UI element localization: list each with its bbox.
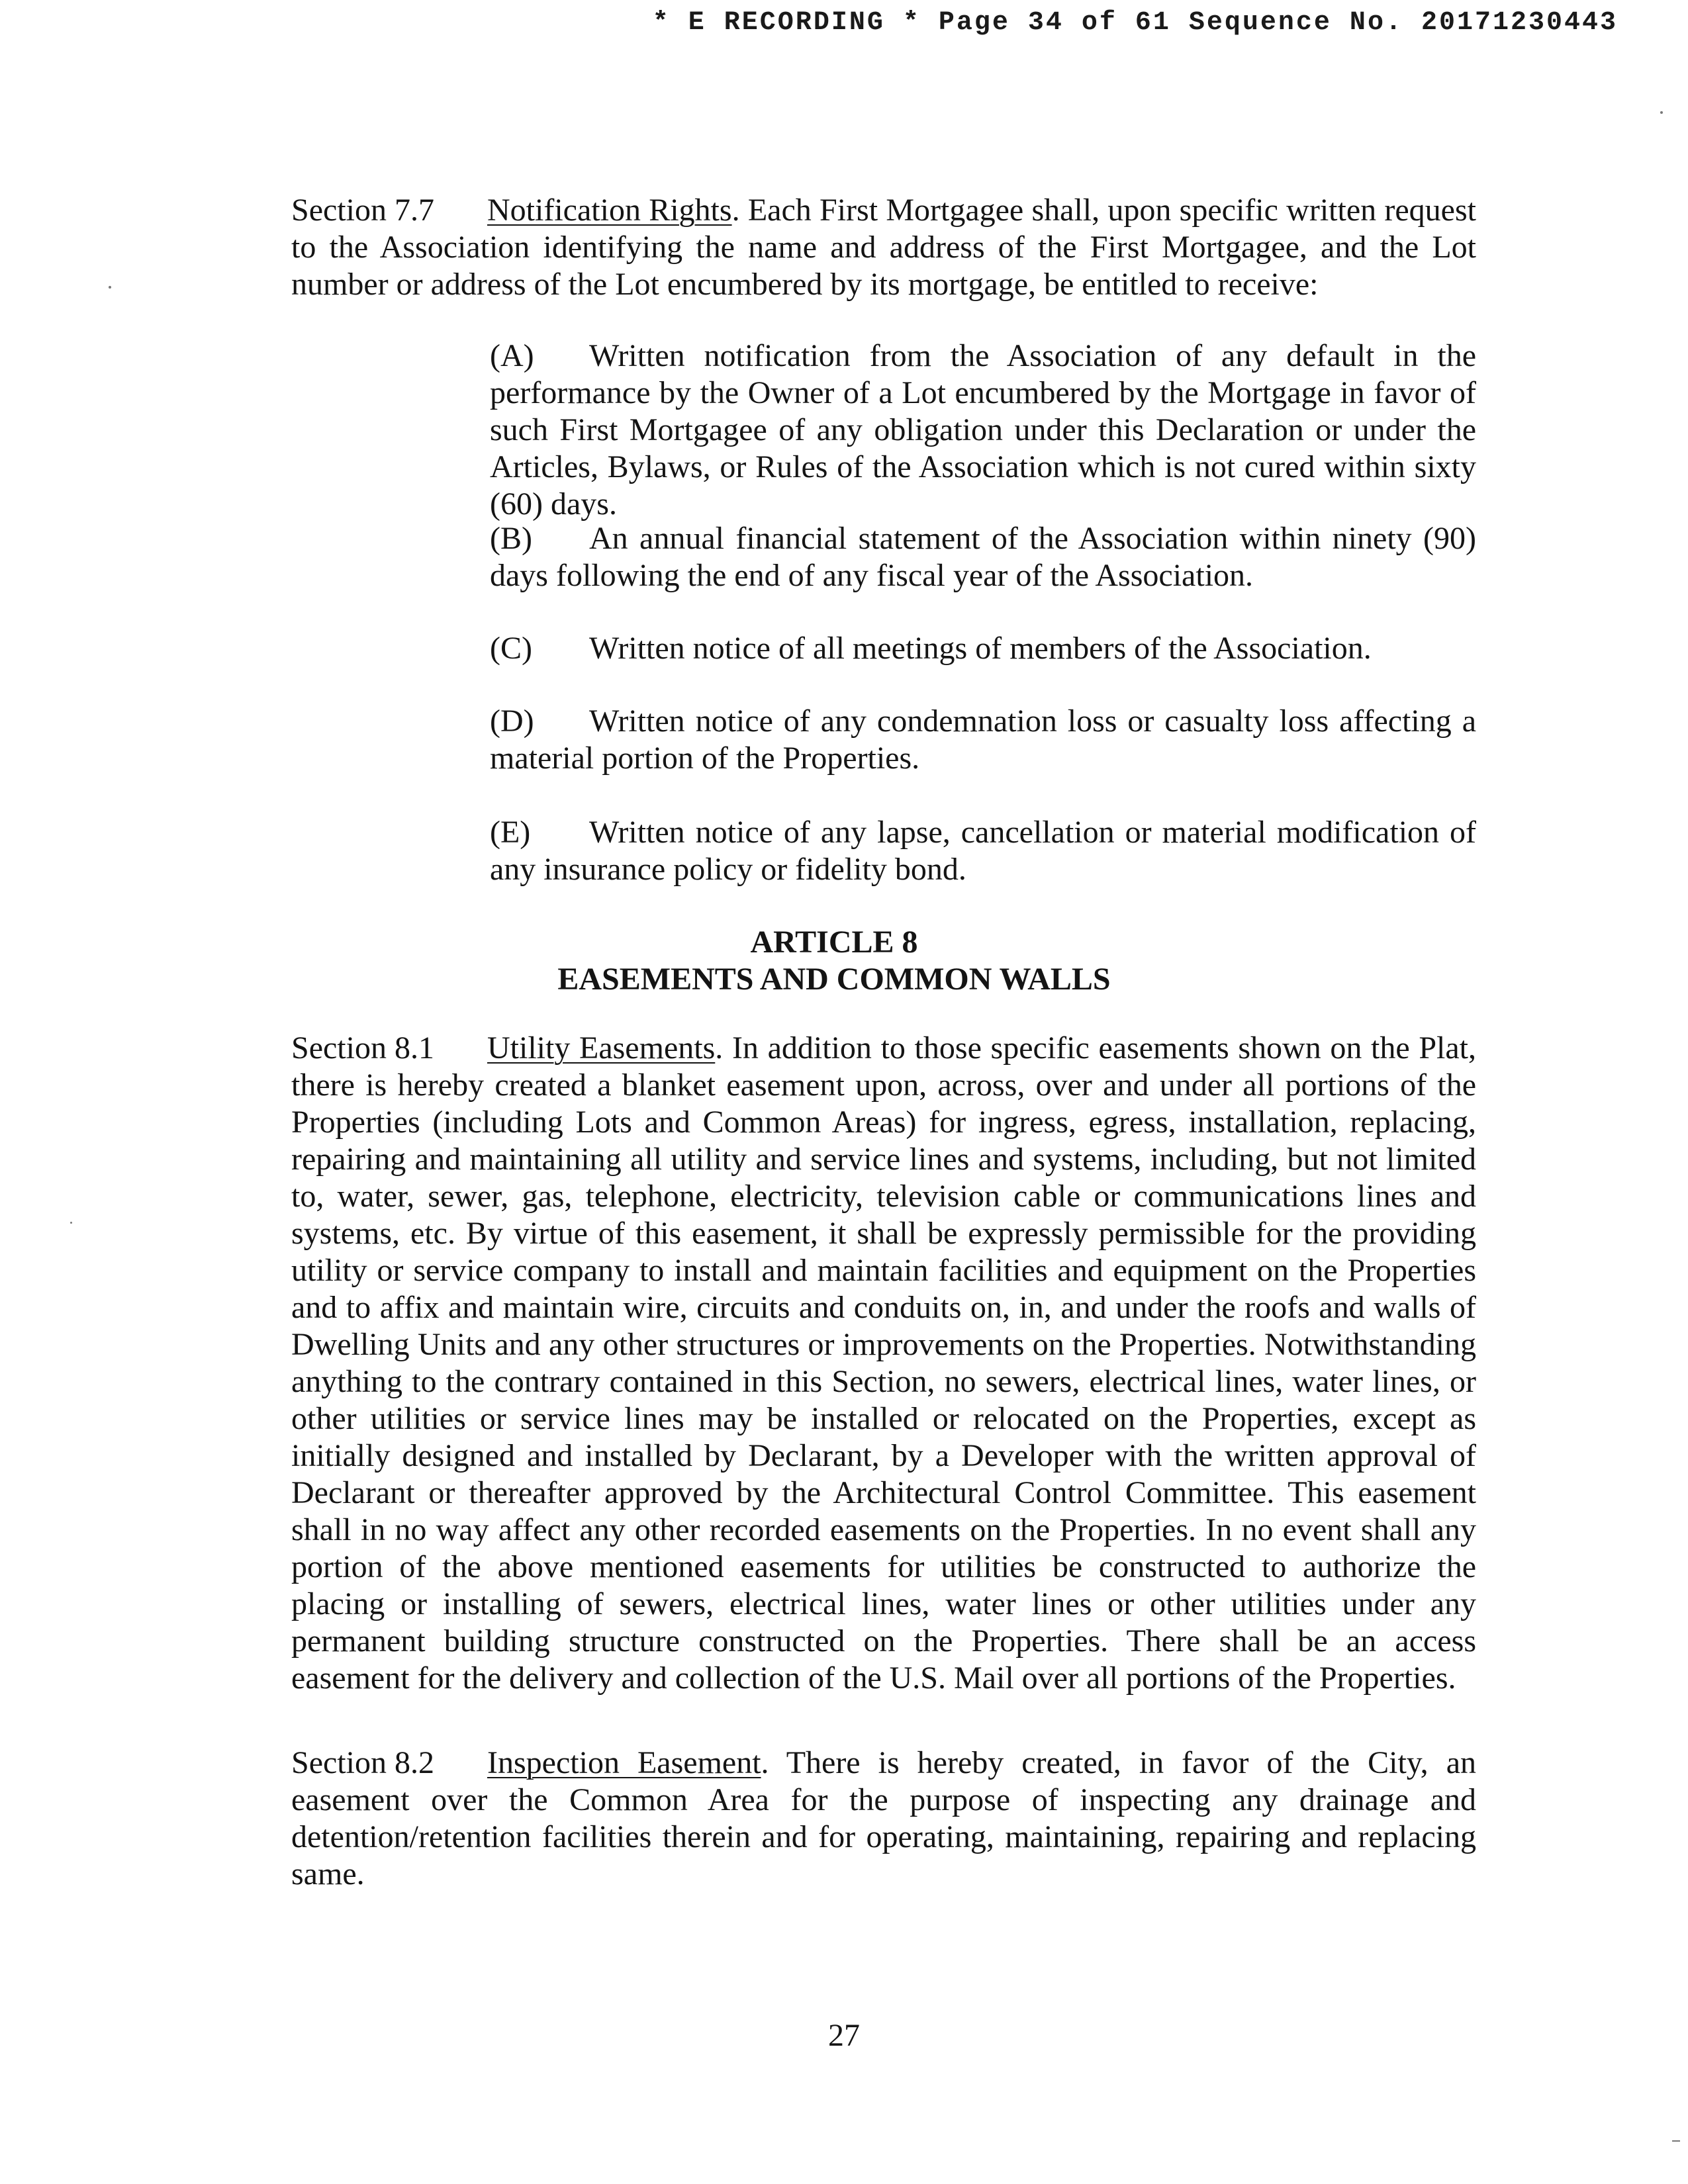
list-item-a [192,338,1476,523]
article-subtitle: EASEMENTS AND COMMON WALLS [557,962,1111,997]
list-item-paragraph [192,338,1476,523]
list-item-paragraph [192,703,1476,777]
section-8-2 [192,1745,1476,1893]
section-number: Section 8.1 [291,1030,434,1066]
list-item-paragraph [192,520,1476,594]
section-heading: Utility Easements [487,1030,716,1066]
section-number: Section 7.7 [291,193,434,228]
section-heading: Inspection Easement [487,1745,761,1780]
list-item-label: (D) [490,704,534,739]
scan-speck [70,1222,72,1224]
list-item-label: (C) [490,631,532,666]
section-7-7 [192,192,1476,303]
list-item-text: Written notification from the Association of any default in the performance by the Owner of a Lot encumbered by the Mortgage in favor of such First Mortgagee of any obligation under this Declaration or under the Articles, Bylaws, or Rules of the Association which is not cured within sixty (60) days. [490,338,1476,522]
list-item-text: Written notice of any condemnation loss or casualty loss affecting a material portion of the Properties. [490,704,1476,776]
section-7-7-paragraph [192,192,1476,303]
list-item-paragraph [192,814,1476,888]
list-item-text: Written notice of any lapse, cancellation or material modification of any insurance policy or fidelity bond. [490,815,1476,887]
list-item-label: (B) [490,521,532,556]
section-text: . In addition to those specific easements shown on the Plat, there is hereby created a blanket easement upon, across, over and under all portions of the Properties (including Lots and Common Areas) for ingress, egress, installation, replacing, repairing and maintaining all utility and service lines and systems, including, but not limited to, water, sewer, gas, telephone, electricity, television cable or communications lines and systems, etc. By virtue of this easement, it shall be expressly permissible for the providing utility or service company to install and maintain facilities and equipment on the Properties and to affix and maintain wire, circuits and conduits on, in, and under the roofs and walls of Dwelling Units and any other structures or improvements on the Properties. Notwithstanding anything to the contrary contained in this Section, no sewers, electrical lines, water lines, or other utilities or service lines may be installed or relocated on the Properties, except as initially designed and installed by Declarant, by a Developer with the written approval of Declarant or thereafter approved by the Architectural Control Committee. This easement shall in no way affect any other recorded easements on the Properties. In no event shall any portion of the above mentioned easements for utilities be constructed to authorize the placing or installing of sewers, electrical lines, water lines or other utilities under any permanent building structure constructed on the Properties. There shall be an access easement for the delivery and collection of the U.S. Mail over all portions of the Properties. [291,1030,1477,1696]
list-item-e [192,814,1476,888]
list-item-text: Written notice of all meetings of members of the Association. [589,631,1372,666]
page-number: 27 [828,2018,860,2053]
list-item-d [192,703,1476,777]
section-text: . Each First Mortgagee shall, upon specific written request to the Association identifying the name and address of the First Mortgagee, and the Lot number or address of the Lot encumbered by its mortgage, be entitled to receive: [291,193,1476,302]
article-heading [192,924,1476,998]
section-number: Section 8.2 [291,1745,434,1780]
list-item-text: An annual financial statement of the Association within ninety (90) days following the end of any fiscal year of the Association. [490,521,1476,593]
recording-stamp-header: * E RECORDING * Page 34 of 61 Sequence No. 20171230443 [652,8,1618,38]
scan-speck [1660,111,1663,114]
section-8-2-paragraph [192,1745,1476,1893]
list-item-b [192,520,1476,594]
list-item-paragraph [192,630,1476,667]
section-heading: Notification Rights [487,193,732,228]
section-8-1 [192,1030,1476,1697]
list-item-label: (E) [490,815,531,850]
scan-speck [109,286,111,289]
section-8-1-paragraph [192,1030,1476,1697]
list-item-c [192,630,1476,667]
article-title: ARTICLE 8 [750,925,918,960]
scan-speck [1672,2140,1680,2142]
section-text: . There is hereby created, in favor of the City, an easement over the Common Area for the purpose of inspecting any drainage and detention/retention facilities therein and for operating, maintaining, repairing and replacing same. [291,1745,1476,1891]
list-item-label: (A) [490,338,534,373]
